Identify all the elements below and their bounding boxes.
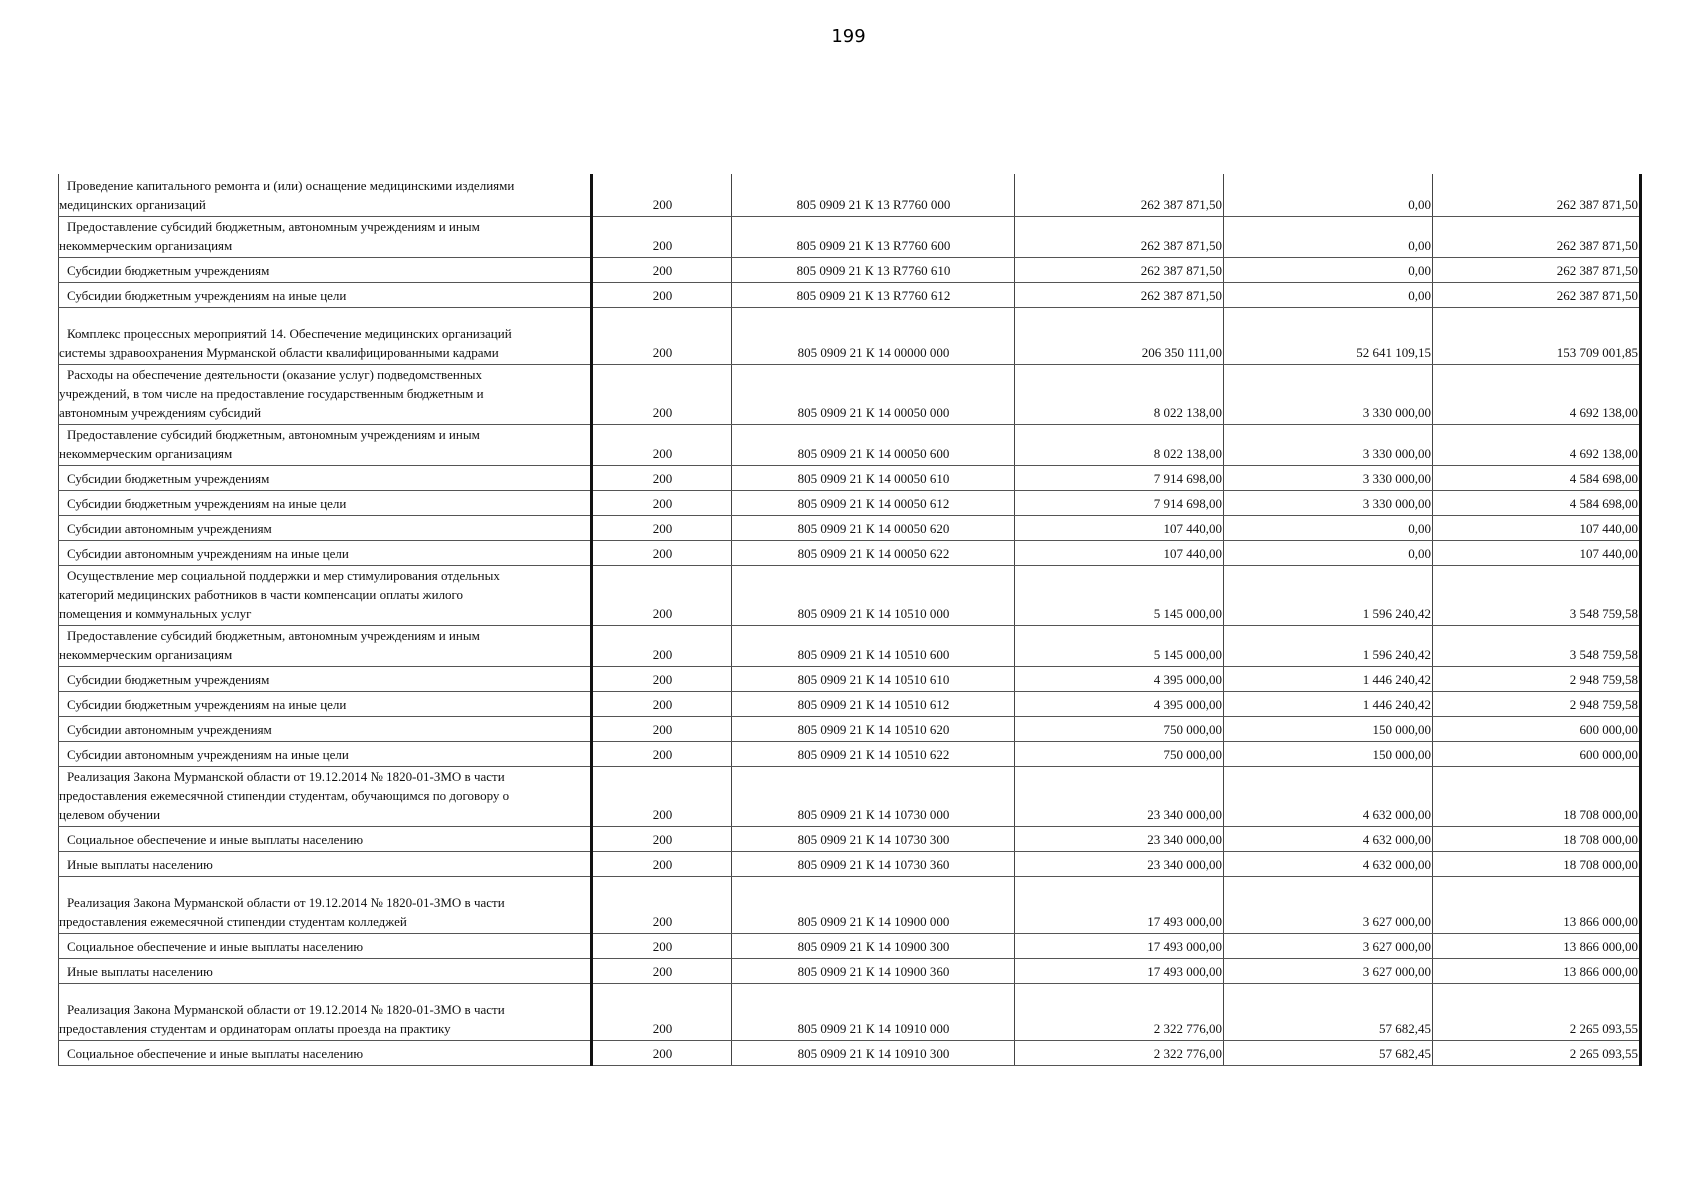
row-amount-executed: 3 330 000,00	[1224, 364, 1433, 424]
row-budget-classification: 805 0909 21 К 14 10510 000	[732, 565, 1015, 625]
table-row	[59, 216, 1641, 257]
row-amount-executed: 4 632 000,00	[1224, 766, 1433, 826]
row-budget-classification: 805 0909 21 К 14 00050 612	[732, 490, 1015, 515]
row-amount-executed: 0,00	[1224, 540, 1433, 565]
row-amount-approved: 7 914 698,00	[1015, 490, 1224, 515]
row-amount-remaining: 3 548 759,58	[1433, 625, 1641, 666]
table-row	[59, 983, 1641, 1040]
table-row	[59, 1040, 1641, 1065]
row-budget-classification: 805 0909 21 К 13 R7760 610	[732, 257, 1015, 282]
description-line: Предоставление субсидий бюджетным, автономным учреждениям и иным	[67, 627, 480, 643]
row-admin-code: 200	[592, 851, 732, 876]
row-budget-classification: 805 0909 21 К 14 10510 600	[732, 625, 1015, 666]
row-amount-approved: 4 395 000,00	[1015, 666, 1224, 691]
description-line: Реализация Закона Мурманской области от 19.12.2014 № 1820-01-ЗМО в части	[67, 1001, 505, 1017]
table-row	[59, 766, 1641, 826]
row-description	[59, 174, 592, 216]
description-line: предоставления студентам и ординаторам оплаты проезда на практику	[59, 1020, 451, 1036]
row-admin-code: 200	[592, 766, 732, 826]
row-amount-remaining: 2 265 093,55	[1433, 983, 1641, 1040]
description-line: предоставления ежемесячной стипендии студентам, обучающимся по договору о	[59, 787, 510, 803]
row-amount-remaining: 2 265 093,55	[1433, 1040, 1641, 1065]
description-line: Расходы на обеспечение деятельности (оказание услуг) подведомственных	[67, 366, 483, 382]
table-row	[59, 257, 1641, 282]
row-description	[59, 716, 592, 741]
description-line: некоммерческим организациям	[59, 646, 233, 662]
row-amount-executed: 3 330 000,00	[1224, 424, 1433, 465]
row-admin-code: 200	[592, 540, 732, 565]
row-description	[59, 983, 592, 1040]
row-amount-executed: 3 330 000,00	[1224, 490, 1433, 515]
row-budget-classification: 805 0909 21 К 14 10510 610	[732, 666, 1015, 691]
row-description	[59, 424, 592, 465]
row-amount-executed: 1 446 240,42	[1224, 691, 1433, 716]
description-line: некоммерческим организациям	[59, 445, 233, 461]
row-amount-executed: 0,00	[1224, 257, 1433, 282]
description-line: Иные выплаты населению	[67, 856, 213, 872]
row-description	[59, 565, 592, 625]
row-amount-remaining: 18 708 000,00	[1433, 826, 1641, 851]
description-line: целевом обучении	[59, 806, 161, 822]
table-row	[59, 565, 1641, 625]
row-amount-approved: 262 387 871,50	[1015, 174, 1224, 216]
description-line: Субсидии автономным учреждениям	[67, 520, 272, 536]
row-budget-classification: 805 0909 21 К 14 10900 300	[732, 933, 1015, 958]
row-budget-classification: 805 0909 21 К 13 R7760 600	[732, 216, 1015, 257]
row-description	[59, 691, 592, 716]
description-line: Субсидии автономным учреждениям	[67, 721, 272, 737]
row-amount-remaining: 262 387 871,50	[1433, 216, 1641, 257]
budget-table-body	[59, 174, 1641, 1065]
description-line: категорий медицинских работников в части компенсации оплаты жилого	[59, 586, 464, 602]
row-amount-approved: 5 145 000,00	[1015, 625, 1224, 666]
row-amount-approved: 107 440,00	[1015, 540, 1224, 565]
row-admin-code: 200	[592, 515, 732, 540]
row-budget-classification: 805 0909 21 К 14 00050 622	[732, 540, 1015, 565]
page-number: 199	[831, 26, 866, 47]
row-admin-code: 200	[592, 307, 732, 364]
description-line: Социальное обеспечение и иные выплаты населению	[67, 1045, 364, 1061]
table-row	[59, 540, 1641, 565]
row-amount-approved: 7 914 698,00	[1015, 465, 1224, 490]
row-description	[59, 307, 592, 364]
row-amount-executed: 150 000,00	[1224, 716, 1433, 741]
row-admin-code: 200	[592, 625, 732, 666]
table-row	[59, 933, 1641, 958]
row-amount-approved: 4 395 000,00	[1015, 691, 1224, 716]
description-line: Субсидии бюджетным учреждениям	[67, 470, 270, 486]
row-amount-executed: 3 330 000,00	[1224, 465, 1433, 490]
row-amount-approved: 23 340 000,00	[1015, 766, 1224, 826]
table-row	[59, 691, 1641, 716]
row-amount-remaining: 107 440,00	[1433, 515, 1641, 540]
row-amount-remaining: 18 708 000,00	[1433, 766, 1641, 826]
row-admin-code: 200	[592, 1040, 732, 1065]
row-admin-code: 200	[592, 257, 732, 282]
description-line: автономным учреждениям субсидий	[59, 404, 262, 420]
table-row	[59, 490, 1641, 515]
row-amount-executed: 1 596 240,42	[1224, 625, 1433, 666]
table-row	[59, 826, 1641, 851]
row-amount-approved: 750 000,00	[1015, 716, 1224, 741]
description-line: предоставления ежемесячной стипендии студентам колледжей	[59, 913, 407, 929]
row-description	[59, 958, 592, 983]
row-budget-classification: 805 0909 21 К 14 10730 300	[732, 826, 1015, 851]
row-amount-remaining: 4 584 698,00	[1433, 490, 1641, 515]
row-description	[59, 741, 592, 766]
table-row	[59, 465, 1641, 490]
description-line: Субсидии бюджетным учреждениям на иные цели	[67, 287, 347, 303]
row-amount-executed: 0,00	[1224, 515, 1433, 540]
table-row	[59, 851, 1641, 876]
row-amount-remaining: 262 387 871,50	[1433, 257, 1641, 282]
table-row	[59, 666, 1641, 691]
row-admin-code: 200	[592, 565, 732, 625]
row-budget-classification: 805 0909 21 К 14 10510 620	[732, 716, 1015, 741]
row-amount-remaining: 13 866 000,00	[1433, 958, 1641, 983]
row-amount-remaining: 3 548 759,58	[1433, 565, 1641, 625]
row-amount-approved: 262 387 871,50	[1015, 282, 1224, 307]
table-row	[59, 282, 1641, 307]
row-budget-classification: 805 0909 21 К 13 R7760 612	[732, 282, 1015, 307]
row-amount-approved: 107 440,00	[1015, 515, 1224, 540]
row-description	[59, 257, 592, 282]
row-admin-code: 200	[592, 983, 732, 1040]
row-budget-classification: 805 0909 21 К 14 10510 612	[732, 691, 1015, 716]
row-budget-classification: 805 0909 21 К 14 10910 300	[732, 1040, 1015, 1065]
table-row	[59, 625, 1641, 666]
row-admin-code: 200	[592, 876, 732, 933]
description-line: Субсидии бюджетным учреждениям	[67, 671, 270, 687]
row-amount-executed: 3 627 000,00	[1224, 933, 1433, 958]
table-row	[59, 958, 1641, 983]
row-amount-remaining: 13 866 000,00	[1433, 876, 1641, 933]
row-admin-code: 200	[592, 741, 732, 766]
row-description	[59, 1040, 592, 1065]
row-amount-approved: 750 000,00	[1015, 741, 1224, 766]
row-description	[59, 625, 592, 666]
row-budget-classification: 805 0909 21 К 14 10900 000	[732, 876, 1015, 933]
row-amount-remaining: 18 708 000,00	[1433, 851, 1641, 876]
description-line: Проведение капитального ремонта и (или) оснащение медицинскими изделиями	[67, 177, 515, 193]
row-amount-approved: 23 340 000,00	[1015, 851, 1224, 876]
row-admin-code: 200	[592, 490, 732, 515]
row-amount-approved: 17 493 000,00	[1015, 958, 1224, 983]
description-line: некоммерческим организациям	[59, 237, 233, 253]
row-amount-remaining: 153 709 001,85	[1433, 307, 1641, 364]
description-line: Реализация Закона Мурманской области от 19.12.2014 № 1820-01-ЗМО в части	[67, 768, 505, 784]
table-row	[59, 716, 1641, 741]
row-amount-approved: 262 387 871,50	[1015, 257, 1224, 282]
row-amount-executed: 4 632 000,00	[1224, 826, 1433, 851]
row-amount-approved: 17 493 000,00	[1015, 933, 1224, 958]
row-admin-code: 200	[592, 933, 732, 958]
row-budget-classification: 805 0909 21 К 14 00050 620	[732, 515, 1015, 540]
row-amount-approved: 262 387 871,50	[1015, 216, 1224, 257]
row-admin-code: 200	[592, 174, 732, 216]
row-budget-classification: 805 0909 21 К 14 10730 000	[732, 766, 1015, 826]
row-description	[59, 465, 592, 490]
description-line: системы здравоохранения Мурманской области квалифицированными кадрами	[59, 344, 499, 360]
row-amount-executed: 3 627 000,00	[1224, 876, 1433, 933]
table-row	[59, 174, 1641, 216]
row-description	[59, 876, 592, 933]
table-row	[59, 876, 1641, 933]
row-amount-remaining: 600 000,00	[1433, 741, 1641, 766]
row-amount-approved: 206 350 111,00	[1015, 307, 1224, 364]
table-row	[59, 364, 1641, 424]
description-line: Субсидии бюджетным учреждениям на иные цели	[67, 495, 347, 511]
description-line: Предоставление субсидий бюджетным, автономным учреждениям и иным	[67, 426, 480, 442]
row-amount-remaining: 13 866 000,00	[1433, 933, 1641, 958]
description-line: Комплекс процессных мероприятий 14. Обеспечение медицинских организаций	[67, 325, 512, 341]
row-amount-remaining: 262 387 871,50	[1433, 174, 1641, 216]
row-amount-executed: 0,00	[1224, 282, 1433, 307]
row-amount-remaining: 107 440,00	[1433, 540, 1641, 565]
row-admin-code: 200	[592, 958, 732, 983]
row-budget-classification: 805 0909 21 К 14 00050 610	[732, 465, 1015, 490]
description-line: Субсидии автономным учреждениям на иные цели	[67, 545, 349, 561]
row-budget-classification: 805 0909 21 К 14 10900 360	[732, 958, 1015, 983]
table-row	[59, 424, 1641, 465]
row-description	[59, 851, 592, 876]
row-budget-classification: 805 0909 21 К 14 00050 600	[732, 424, 1015, 465]
row-admin-code: 200	[592, 666, 732, 691]
row-amount-executed: 57 682,45	[1224, 1040, 1433, 1065]
row-amount-executed: 52 641 109,15	[1224, 307, 1433, 364]
row-admin-code: 200	[592, 716, 732, 741]
row-amount-remaining: 600 000,00	[1433, 716, 1641, 741]
row-description	[59, 666, 592, 691]
description-line: Социальное обеспечение и иные выплаты населению	[67, 831, 364, 847]
row-amount-executed: 0,00	[1224, 174, 1433, 216]
row-admin-code: 200	[592, 216, 732, 257]
row-description	[59, 540, 592, 565]
row-budget-classification: 805 0909 21 К 14 10730 360	[732, 851, 1015, 876]
row-description	[59, 364, 592, 424]
row-amount-approved: 8 022 138,00	[1015, 424, 1224, 465]
row-budget-classification: 805 0909 21 К 14 00000 000	[732, 307, 1015, 364]
row-admin-code: 200	[592, 282, 732, 307]
description-line: Осуществление мер социальной поддержки и мер стимулирования отдельных	[67, 567, 500, 583]
row-budget-classification: 805 0909 21 К 14 10910 000	[732, 983, 1015, 1040]
row-amount-approved: 5 145 000,00	[1015, 565, 1224, 625]
row-amount-executed: 1 596 240,42	[1224, 565, 1433, 625]
description-line: помещения и коммунальных услуг	[59, 605, 252, 621]
description-line: Субсидии бюджетным учреждениям на иные цели	[67, 696, 347, 712]
table-row	[59, 515, 1641, 540]
row-amount-remaining: 4 584 698,00	[1433, 465, 1641, 490]
row-amount-executed: 57 682,45	[1224, 983, 1433, 1040]
description-line: Предоставление субсидий бюджетным, автономным учреждениям и иным	[67, 218, 480, 234]
row-amount-remaining: 2 948 759,58	[1433, 691, 1641, 716]
description-line: Социальное обеспечение и иные выплаты населению	[67, 938, 364, 954]
description-line: Субсидии автономным учреждениям на иные цели	[67, 746, 349, 762]
row-amount-executed: 0,00	[1224, 216, 1433, 257]
table-row	[59, 307, 1641, 364]
row-amount-executed: 3 627 000,00	[1224, 958, 1433, 983]
row-admin-code: 200	[592, 691, 732, 716]
row-admin-code: 200	[592, 364, 732, 424]
description-line: Субсидии бюджетным учреждениям	[67, 262, 270, 278]
row-amount-approved: 2 322 776,00	[1015, 1040, 1224, 1065]
row-description	[59, 515, 592, 540]
row-budget-classification: 805 0909 21 К 13 R7760 000	[732, 174, 1015, 216]
row-description	[59, 933, 592, 958]
row-amount-executed: 1 446 240,42	[1224, 666, 1433, 691]
row-amount-approved: 23 340 000,00	[1015, 826, 1224, 851]
row-amount-remaining: 4 692 138,00	[1433, 364, 1641, 424]
row-admin-code: 200	[592, 465, 732, 490]
description-line: Иные выплаты населению	[67, 963, 213, 979]
row-admin-code: 200	[592, 826, 732, 851]
row-description	[59, 490, 592, 515]
row-budget-classification: 805 0909 21 К 14 10510 622	[732, 741, 1015, 766]
row-admin-code: 200	[592, 424, 732, 465]
budget-table	[58, 174, 1642, 1066]
description-line: Реализация Закона Мурманской области от 19.12.2014 № 1820-01-ЗМО в части	[67, 894, 505, 910]
row-description	[59, 282, 592, 307]
row-amount-remaining: 262 387 871,50	[1433, 282, 1641, 307]
row-description	[59, 766, 592, 826]
row-amount-approved: 2 322 776,00	[1015, 983, 1224, 1040]
row-amount-remaining: 4 692 138,00	[1433, 424, 1641, 465]
table-row	[59, 741, 1641, 766]
row-budget-classification: 805 0909 21 К 14 00050 000	[732, 364, 1015, 424]
row-amount-executed: 150 000,00	[1224, 741, 1433, 766]
row-description	[59, 826, 592, 851]
row-amount-executed: 4 632 000,00	[1224, 851, 1433, 876]
row-amount-approved: 17 493 000,00	[1015, 876, 1224, 933]
row-amount-approved: 8 022 138,00	[1015, 364, 1224, 424]
row-description	[59, 216, 592, 257]
description-line: учреждений, в том числе на предоставление государственным бюджетным и	[59, 385, 484, 401]
description-line: медицинских организаций	[59, 196, 206, 212]
row-amount-remaining: 2 948 759,58	[1433, 666, 1641, 691]
